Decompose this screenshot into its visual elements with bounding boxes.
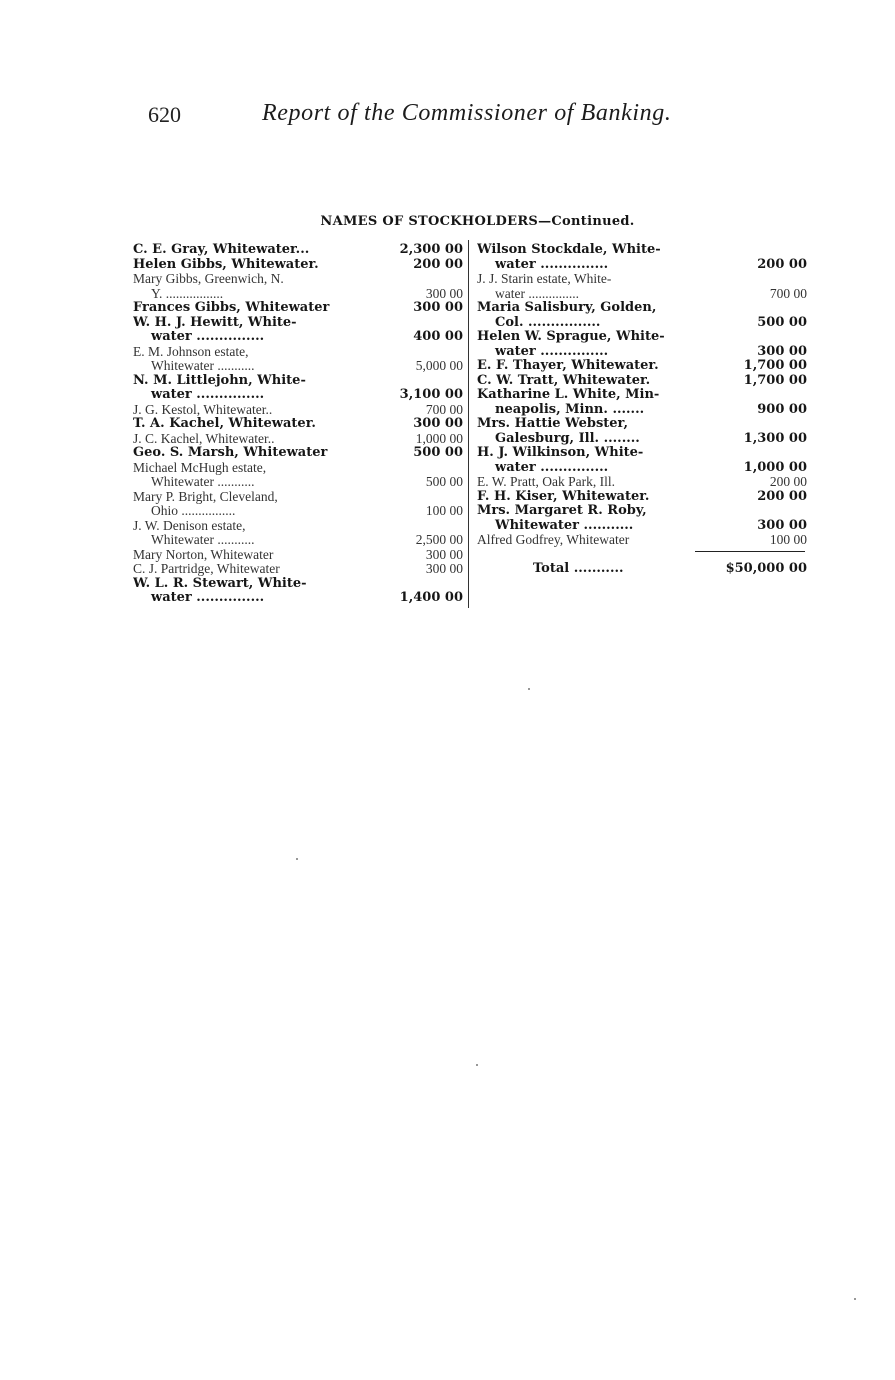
stockholder-entry-line bbox=[133, 533, 463, 548]
stockholder-name-text: T. A. Kachel, Whitewater. bbox=[133, 417, 316, 431]
stockholder-entry-line bbox=[477, 330, 807, 345]
share-amount: 1,000 00 bbox=[415, 430, 463, 446]
stockholder-name bbox=[477, 432, 721, 447]
stockholder-name-text: J. J. Starin estate, White- bbox=[477, 272, 612, 286]
share-amount: 300 00 bbox=[413, 416, 463, 431]
stockholder-entry-line bbox=[133, 301, 463, 316]
stockholder-entry-line bbox=[133, 374, 463, 389]
stockholder-entry-line bbox=[477, 432, 807, 447]
stockholder-name-text: Helen W. Sprague, White- bbox=[477, 330, 665, 344]
stockholder-name-text: Galesburg, Ill. ........ bbox=[495, 431, 640, 446]
stockholder-name bbox=[477, 359, 721, 374]
stockholder-name bbox=[477, 475, 721, 490]
stockholder-name bbox=[477, 272, 721, 287]
stockholder-entry-line bbox=[133, 272, 463, 287]
stockholder-name bbox=[133, 345, 385, 360]
paper-speck bbox=[528, 688, 530, 690]
total-amount: $50,000 00 bbox=[725, 561, 807, 576]
stockholder-name bbox=[477, 330, 721, 345]
stockholder-column-left bbox=[133, 243, 463, 606]
share-amount: 200 00 bbox=[757, 256, 807, 272]
stockholder-entry-line bbox=[133, 388, 463, 403]
stockholder-name-text: Mrs. Hattie Webster, bbox=[477, 417, 628, 431]
share-amount: 700 00 bbox=[425, 401, 463, 417]
stockholder-name bbox=[477, 243, 721, 258]
total-rule bbox=[695, 551, 805, 552]
stockholder-name bbox=[477, 461, 721, 476]
stockholder-name bbox=[133, 272, 385, 287]
stockholder-name bbox=[477, 519, 721, 534]
share-amount: 100 00 bbox=[425, 503, 463, 518]
stockholder-name bbox=[477, 316, 721, 331]
stockholder-name-text: E. W. Pratt, Oak Park, Ill. bbox=[477, 475, 615, 489]
stockholder-entry-line bbox=[133, 562, 463, 577]
stockholder-name-text: Mary Gibbs, Greenwich, N. bbox=[133, 272, 284, 286]
stockholder-name bbox=[133, 316, 385, 331]
share-amount: 500 00 bbox=[425, 474, 463, 489]
share-amount: 3,100 00 bbox=[399, 387, 463, 402]
stockholder-name-text: Helen Gibbs, Whitewater. bbox=[133, 257, 319, 272]
stockholder-name-text: Geo. S. Marsh, Whitewater bbox=[133, 446, 328, 460]
stockholder-name bbox=[133, 330, 385, 345]
stockholder-name bbox=[477, 533, 721, 548]
stockholder-name bbox=[133, 490, 385, 505]
share-amount: 500 00 bbox=[757, 314, 807, 330]
stockholder-name-text: W. H. J. Hewitt, White- bbox=[133, 315, 297, 330]
total-row bbox=[477, 561, 807, 576]
stockholder-name bbox=[133, 577, 385, 592]
stockholder-entry-line bbox=[133, 504, 463, 519]
stockholder-name-text: water ............... bbox=[151, 591, 265, 605]
stockholder-name bbox=[477, 417, 721, 432]
stockholder-name bbox=[477, 301, 721, 316]
stockholder-entry-line bbox=[133, 243, 463, 258]
stockholder-name-text: C. W. Tratt, Whitewater. bbox=[477, 373, 651, 388]
stockholder-entry-line bbox=[133, 490, 463, 505]
stockholder-entry-line bbox=[477, 504, 807, 519]
page-number: 620 bbox=[148, 102, 181, 127]
stockholder-name bbox=[133, 359, 385, 374]
share-amount: 100 00 bbox=[769, 532, 807, 547]
stockholder-name bbox=[477, 345, 721, 360]
stockholder-name bbox=[133, 504, 385, 519]
share-amount: 5,000 00 bbox=[415, 358, 463, 373]
paper-speck bbox=[854, 1298, 856, 1300]
stockholder-entry-line bbox=[133, 475, 463, 490]
section-heading: NAMES OF STOCKHOLDERS—Continued. bbox=[320, 214, 635, 229]
stockholder-name bbox=[133, 403, 385, 418]
stockholder-name-text: Whitewater ........... bbox=[151, 475, 255, 489]
share-amount: 2,500 00 bbox=[415, 532, 463, 547]
share-amount: 400 00 bbox=[413, 329, 463, 344]
stockholder-name bbox=[133, 446, 385, 461]
share-amount: 900 00 bbox=[757, 401, 807, 417]
stockholder-entry-line bbox=[133, 548, 463, 563]
stockholder-name bbox=[133, 548, 385, 563]
share-amount: 300 00 bbox=[425, 546, 463, 562]
share-amount: 300 00 bbox=[425, 561, 463, 576]
stockholder-name-text: C. E. Gray, Whitewater... bbox=[133, 243, 310, 257]
share-amount: 300 00 bbox=[413, 300, 463, 315]
stockholder-entry-line bbox=[477, 272, 807, 287]
stockholder-entry-line bbox=[477, 461, 807, 476]
stockholder-name-text: neapolis, Minn. ....... bbox=[495, 402, 645, 417]
stockholder-entry-line bbox=[477, 243, 807, 258]
share-amount: 1,000 00 bbox=[743, 459, 807, 475]
share-amount: 1,700 00 bbox=[743, 372, 807, 388]
stockholder-name-text: F. H. Kiser, Whitewater. bbox=[477, 489, 650, 504]
stockholder-entry-line bbox=[477, 446, 807, 461]
stockholder-name bbox=[477, 403, 721, 418]
stockholder-name bbox=[133, 432, 385, 447]
stockholder-entry-line bbox=[133, 403, 463, 418]
stockholder-name-text: J. C. Kachel, Whitewater.. bbox=[133, 431, 275, 446]
stockholder-entry-line bbox=[477, 301, 807, 316]
stockholder-entry-line bbox=[133, 519, 463, 534]
stockholder-entry-line bbox=[477, 475, 807, 490]
stockholder-name bbox=[133, 417, 385, 432]
stockholder-entry-line bbox=[133, 287, 463, 302]
stockholder-name bbox=[133, 287, 385, 302]
stockholder-name-text: water ............... bbox=[495, 344, 609, 359]
stockholder-name-text: water ............... bbox=[495, 460, 609, 475]
stockholder-entry-line bbox=[477, 533, 807, 548]
share-amount: 2,300 00 bbox=[399, 242, 463, 257]
stockholder-name bbox=[477, 446, 721, 461]
stockholder-entry-line bbox=[477, 287, 807, 302]
share-amount: 200 00 bbox=[769, 474, 807, 489]
page-header bbox=[0, 100, 895, 132]
stockholder-name-text: Y. ................. bbox=[151, 286, 224, 301]
stockholder-entry-line bbox=[133, 591, 463, 606]
stockholder-name-text: water ............... bbox=[151, 330, 265, 344]
share-amount: 300 00 bbox=[425, 285, 463, 301]
share-amount: 500 00 bbox=[413, 445, 463, 460]
stockholder-name bbox=[133, 388, 385, 403]
paper-speck bbox=[296, 858, 298, 860]
stockholder-entry-line bbox=[477, 316, 807, 331]
stockholder-name-text: Michael McHugh estate, bbox=[133, 460, 267, 475]
stockholder-name-text: Mrs. Margaret R. Roby, bbox=[477, 504, 647, 518]
stockholder-name-text: Mary P. Bright, Cleveland, bbox=[133, 489, 278, 504]
stockholder-name-text: N. M. Littlejohn, White- bbox=[133, 373, 306, 388]
stockholder-name bbox=[477, 258, 721, 273]
stockholder-entry-line bbox=[133, 258, 463, 273]
stockholder-name bbox=[133, 519, 385, 534]
stockholder-entry-line bbox=[477, 490, 807, 505]
stockholder-name bbox=[477, 374, 721, 389]
stockholder-name-text: E. F. Thayer, Whitewater. bbox=[477, 359, 659, 373]
stockholder-name bbox=[133, 562, 385, 577]
stockholder-name-text: W. L. R. Stewart, White- bbox=[133, 576, 307, 591]
stockholder-name-text: water ............... bbox=[151, 388, 265, 402]
stockholder-name bbox=[133, 258, 385, 273]
share-amount: 200 00 bbox=[413, 256, 463, 272]
stockholder-name bbox=[133, 475, 385, 490]
stockholder-name-text: Col. ................ bbox=[495, 315, 601, 330]
stockholder-name bbox=[133, 461, 385, 476]
share-amount: 700 00 bbox=[769, 285, 807, 301]
stockholder-entry-line bbox=[477, 359, 807, 374]
share-amount: 300 00 bbox=[757, 517, 807, 533]
stockholder-name-text: Mary Norton, Whitewater bbox=[133, 547, 274, 562]
stockholder-entry-line bbox=[133, 359, 463, 374]
stockholder-name bbox=[477, 287, 721, 302]
column-divider bbox=[468, 240, 469, 608]
stockholder-name-text: J. W. Denison estate, bbox=[133, 518, 246, 533]
share-amount: 1,300 00 bbox=[743, 430, 807, 446]
share-amount: 200 00 bbox=[757, 488, 807, 504]
stockholder-name-text: Ohio ................ bbox=[151, 504, 236, 518]
stockholder-column-right bbox=[477, 243, 807, 548]
stockholder-name-text: Whitewater ........... bbox=[151, 533, 255, 547]
stockholder-entry-line bbox=[133, 446, 463, 461]
stockholder-name-text: E. M. Johnson estate, bbox=[133, 344, 249, 359]
stockholder-name-text: H. J. Wilkinson, White- bbox=[477, 446, 644, 460]
total-label: Total ........... bbox=[533, 561, 624, 576]
stockholder-name-text: Katharine L. White, Min- bbox=[477, 388, 660, 402]
stockholder-name bbox=[477, 388, 721, 403]
stockholder-name-text: Wilson Stockdale, White- bbox=[477, 243, 661, 257]
stockholder-entry-line bbox=[477, 374, 807, 389]
share-amount: 300 00 bbox=[757, 343, 807, 359]
stockholder-entry-line bbox=[133, 417, 463, 432]
stockholder-name-text: Maria Salisbury, Golden, bbox=[477, 301, 657, 315]
stockholder-entry-line bbox=[133, 330, 463, 345]
stockholder-name-text: water ............... bbox=[495, 286, 579, 301]
stockholder-name bbox=[477, 490, 721, 505]
stockholder-name-text: Frances Gibbs, Whitewater bbox=[133, 301, 330, 315]
stockholder-name-text: Alfred Godfrey, Whitewater bbox=[477, 533, 630, 547]
stockholder-name bbox=[477, 504, 721, 519]
stockholder-entry-line bbox=[477, 345, 807, 360]
stockholder-name-text: Whitewater ........... bbox=[495, 518, 634, 533]
stockholder-entry-line bbox=[133, 577, 463, 592]
stockholder-name-text: J. G. Kestol, Whitewater.. bbox=[133, 402, 273, 417]
running-title: Report of the Commissioner of Banking. bbox=[262, 100, 672, 126]
stockholder-entry-line bbox=[133, 461, 463, 476]
share-amount: 1,700 00 bbox=[743, 358, 807, 373]
stockholder-name-text: water ............... bbox=[495, 257, 609, 272]
stockholder-entry-line bbox=[477, 417, 807, 432]
stockholder-entry-line bbox=[477, 258, 807, 273]
stockholder-entry-line bbox=[477, 519, 807, 534]
stockholder-entry-line bbox=[133, 316, 463, 331]
share-amount: 1,400 00 bbox=[399, 590, 463, 605]
stockholder-name bbox=[133, 374, 385, 389]
stockholder-name-text: Whitewater ........... bbox=[151, 359, 255, 373]
stockholder-name bbox=[133, 243, 385, 258]
stockholder-entry-line bbox=[477, 388, 807, 403]
stockholder-entry-line bbox=[133, 432, 463, 447]
paper-speck bbox=[476, 1064, 478, 1066]
stockholder-name bbox=[133, 301, 385, 316]
stockholder-name-text: C. J. Partridge, Whitewater bbox=[133, 562, 280, 576]
stockholder-entry-line bbox=[133, 345, 463, 360]
stockholder-name bbox=[133, 591, 385, 606]
stockholder-name bbox=[133, 533, 385, 548]
stockholder-entry-line bbox=[477, 403, 807, 418]
